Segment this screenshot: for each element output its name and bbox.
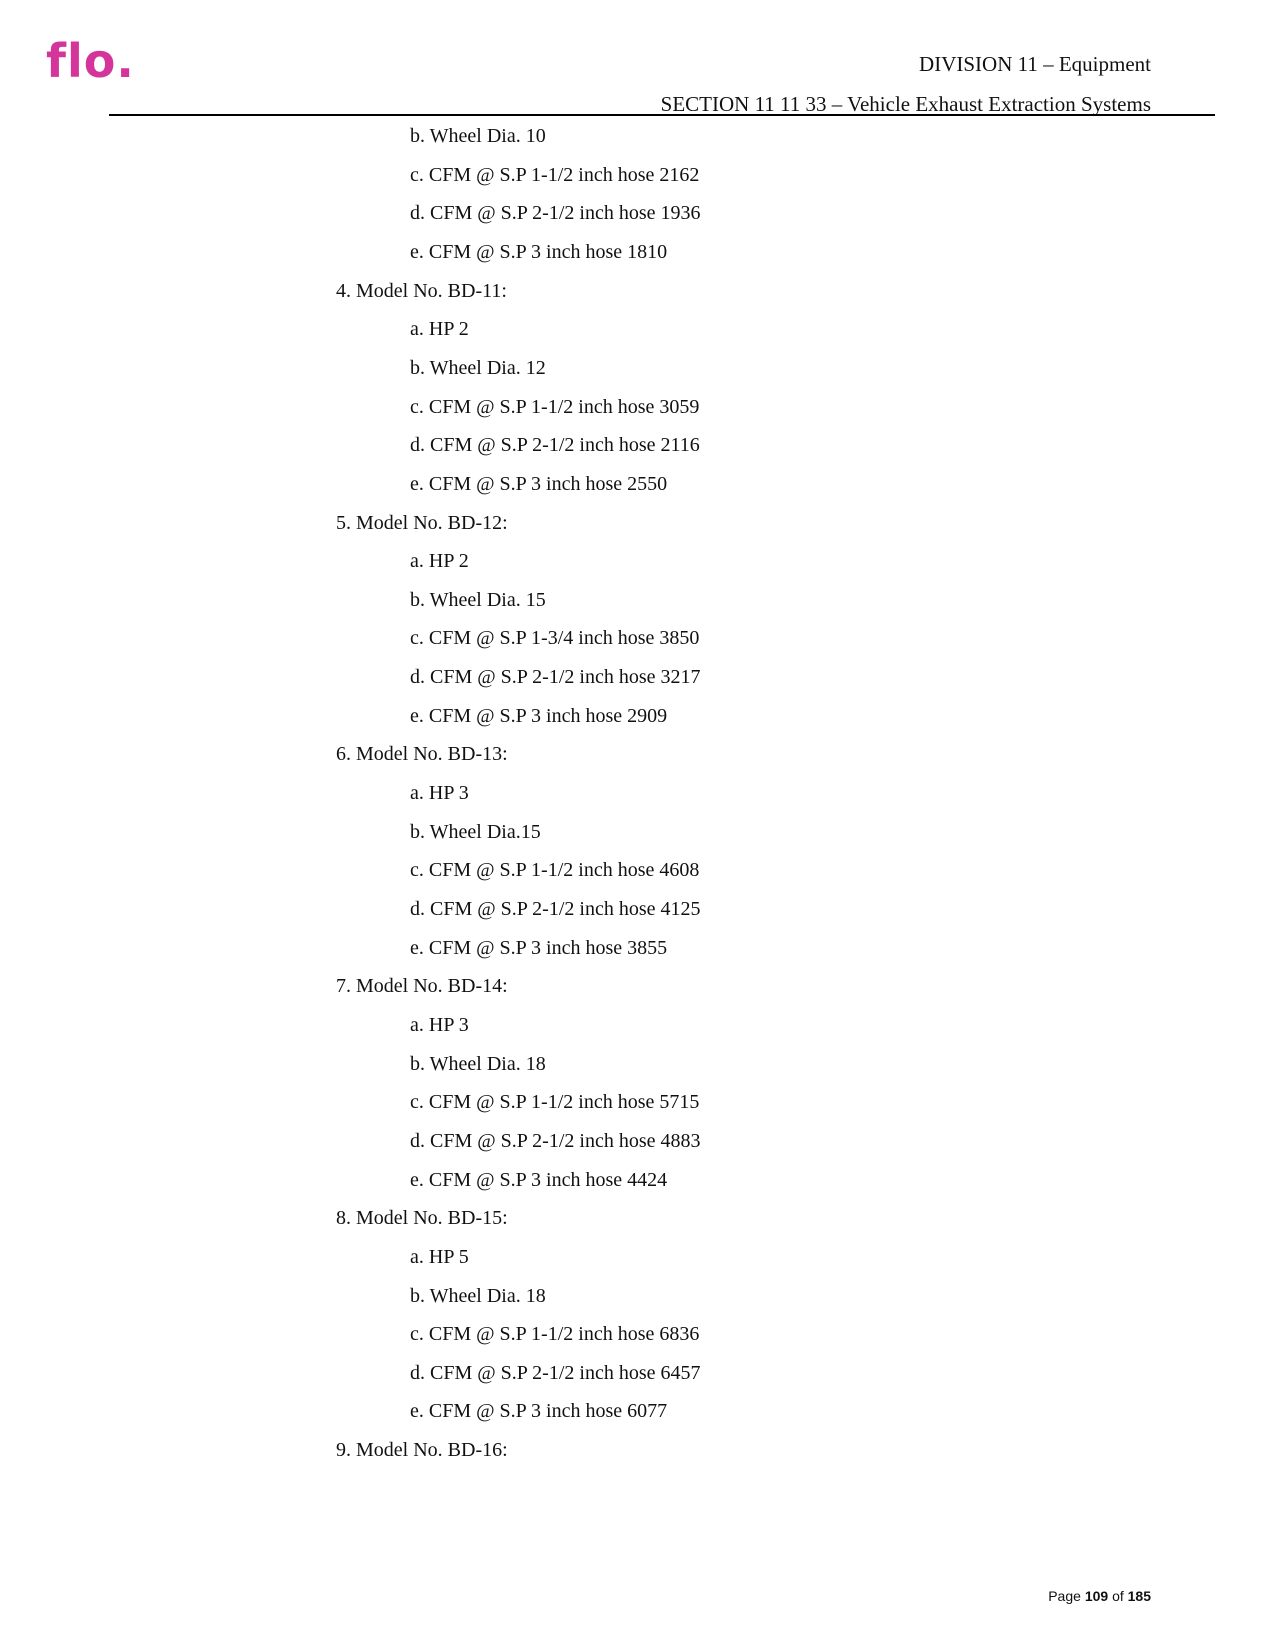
spec-item: b. Wheel Dia. 18: [410, 1284, 546, 1307]
spec-item: a. HP 3: [410, 1013, 469, 1036]
page-header: [661, 44, 1151, 124]
spec-item: a. HP 3: [410, 782, 469, 805]
spec-item: d. CFM @ S.P 2-1/2 inch hose 2116: [410, 434, 700, 457]
spec-item: c. CFM @ S.P 1-1/2 inch hose 6836: [410, 1323, 700, 1346]
spec-item: b. Wheel Dia. 18: [410, 1052, 546, 1075]
spec-item: c. CFM @ S.P 1-3/4 inch hose 3850: [410, 627, 700, 650]
spec-item: e. CFM @ S.P 3 inch hose 1810: [410, 240, 668, 263]
spec-item: d. CFM @ S.P 2-1/2 inch hose 3217: [410, 666, 701, 689]
spec-item: b. Wheel Dia.15: [410, 820, 541, 843]
model-heading: 7. Model No. BD-14:: [336, 975, 508, 998]
spec-item: e. CFM @ S.P 3 inch hose 6077: [410, 1400, 668, 1423]
model-heading: 6. Model No. BD-13:: [336, 743, 508, 766]
page-label: Page: [1048, 1588, 1081, 1604]
spec-item: b. Wheel Dia. 12: [410, 356, 546, 379]
spec-item: b. Wheel Dia. 15: [410, 588, 546, 611]
spec-item: c. CFM @ S.P 1-1/2 inch hose 3059: [410, 395, 700, 418]
section-title: SECTION 11 11 33 – Vehicle Exhaust Extraction Systems: [660, 92, 1151, 116]
spec-item: b. Wheel Dia. 10: [410, 125, 546, 147]
of-label: of: [1112, 1588, 1124, 1604]
spec-item: e. CFM @ S.P 3 inch hose 2550: [410, 472, 668, 495]
page-number: 109: [1084, 1588, 1109, 1604]
spec-item: a. HP 2: [410, 550, 469, 573]
spec-item: d. CFM @ S.P 2-1/2 inch hose 6457: [410, 1361, 701, 1384]
spec-item: e. CFM @ S.P 3 inch hose 2909: [410, 704, 668, 727]
model-heading: 8. Model No. BD-15:: [336, 1207, 508, 1230]
page-footer: [1048, 1588, 1151, 1604]
spec-item: d. CFM @ S.P 2-1/2 inch hose 1936: [410, 202, 701, 225]
division-title: DIVISION 11 – Equipment: [919, 52, 1151, 76]
header-divider: [109, 114, 1215, 116]
spec-item: c. CFM @ S.P 1-1/2 inch hose 2162: [410, 163, 700, 186]
spec-item: e. CFM @ S.P 3 inch hose 3855: [410, 936, 668, 959]
model-heading: 4. Model No. BD-11:: [336, 279, 507, 302]
spec-item: c. CFM @ S.P 1-1/2 inch hose 4608: [410, 859, 700, 882]
flo-logo: flo.: [46, 34, 135, 88]
spec-item: a. HP 5: [410, 1245, 469, 1268]
spec-item: a. HP 2: [410, 318, 469, 341]
spec-item: d. CFM @ S.P 2-1/2 inch hose 4125: [410, 898, 701, 920]
model-heading: 5. Model No. BD-12:: [336, 511, 508, 534]
spec-item: c. CFM @ S.P 1-1/2 inch hose 5715: [410, 1091, 700, 1114]
page-total: 185: [1127, 1588, 1151, 1604]
model-heading: 9. Model No. BD-16:: [336, 1439, 508, 1462]
spec-item: d. CFM @ S.P 2-1/2 inch hose 4883: [410, 1129, 701, 1152]
spec-item: e. CFM @ S.P 3 inch hose 4424: [410, 1168, 668, 1191]
